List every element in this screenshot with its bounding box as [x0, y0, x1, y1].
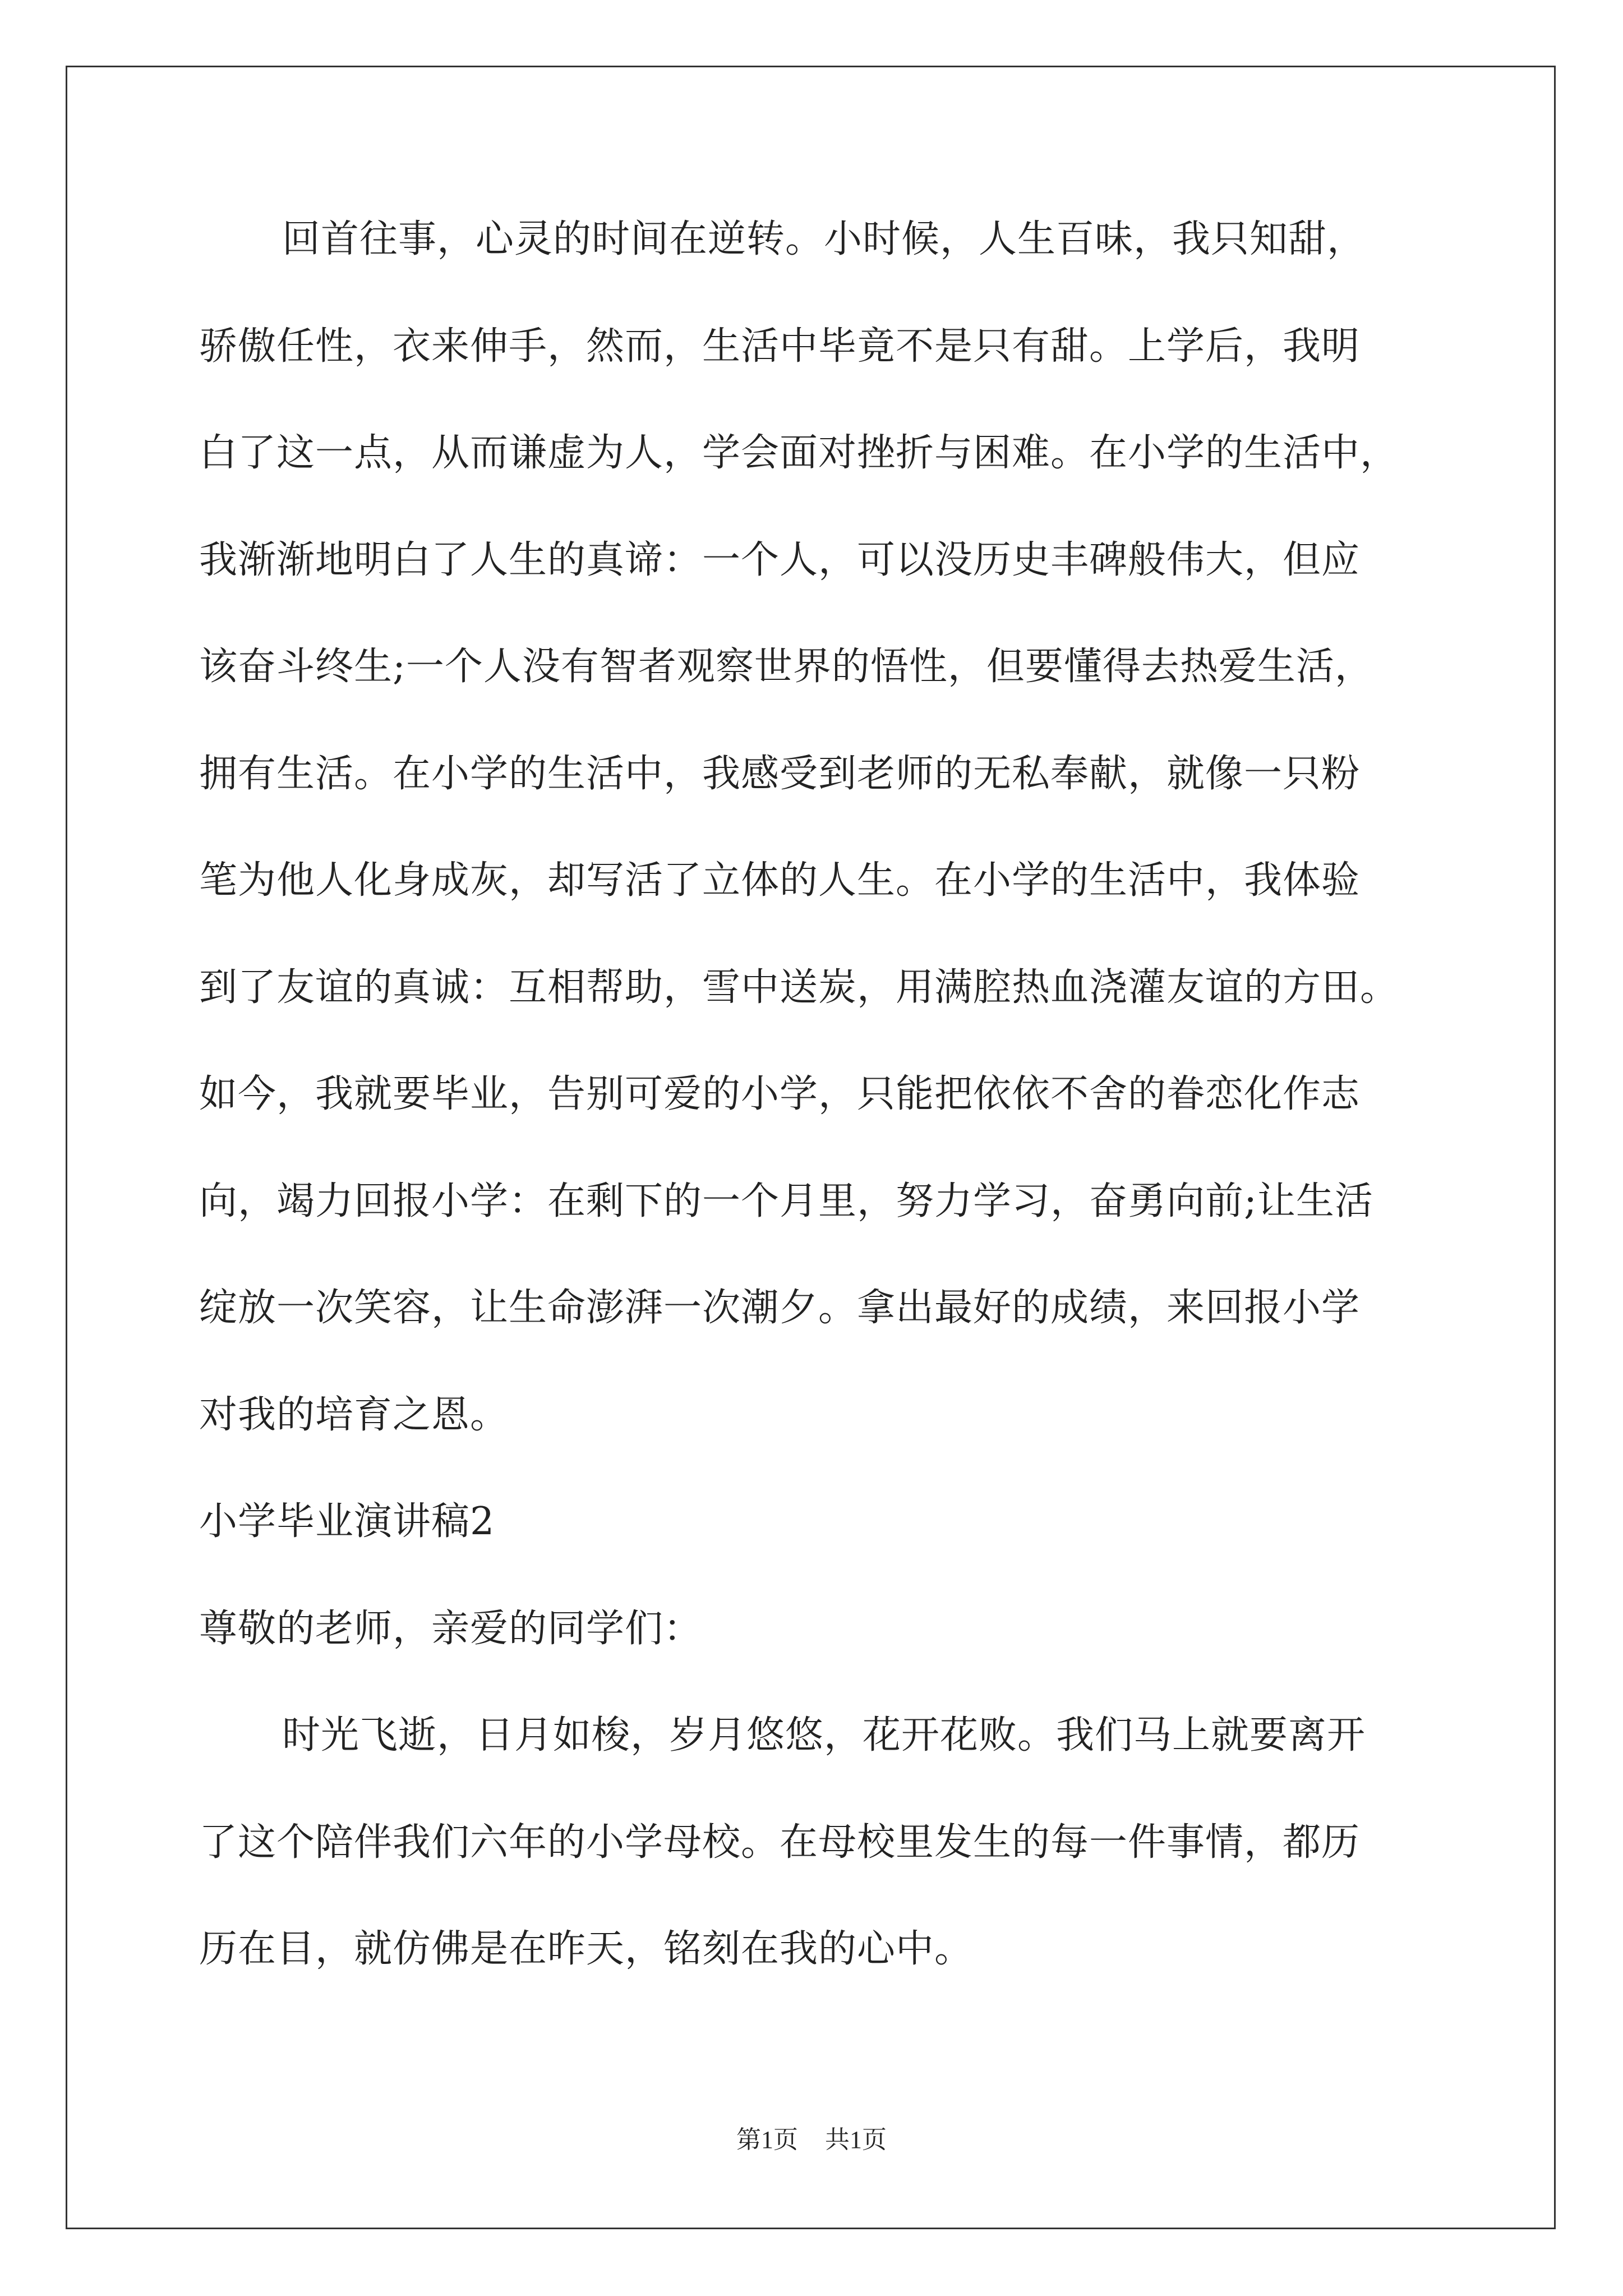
paragraph-line: 笔为他人化身成灰，却写活了立体的人生。在小学的生活中，我体验: [199, 858, 1361, 903]
page-footer: [0, 2123, 1623, 2157]
paragraph-line: 了这个陪伴我们六年的小学母校。在母校里发生的每一件事情，都历: [199, 1820, 1361, 1865]
paragraph-line: 到了友谊的真诚：互相帮助，雪中送炭，用满腔热血浇灌友谊的方田。: [199, 965, 1399, 1010]
paragraph-line: 对我的培育之恩。: [199, 1392, 509, 1437]
paragraph-line: 历在目，就仿佛是在昨天，铭刻在我的心中。: [199, 1927, 974, 1971]
paragraph-line: 时光飞逝，日月如梭，岁月悠悠，花开花败。我们马上就要离开: [282, 1713, 1366, 1757]
page-total: 共1页: [825, 2126, 887, 2154]
document-body: [199, 212, 1424, 2029]
section-title: 小学毕业演讲稿2: [199, 1499, 495, 1544]
paragraph-line: 回首往事，心灵的时间在逆转。小时候，人生百味，我只知甜，: [282, 217, 1366, 261]
paragraph-line: 如今，我就要毕业，告别可爱的小学，只能把依依不舍的眷恋化作志: [199, 1072, 1361, 1116]
paragraph-line: 绽放一次笑容，让生命澎湃一次潮夕。拿出最好的成绩，来回报小学: [199, 1286, 1361, 1330]
paragraph-line: 骄傲任性，衣来伸手，然而，生活中毕竟不是只有甜。上学后，我明: [199, 324, 1361, 369]
salutation: 尊敬的老师，亲爱的同学们：: [199, 1606, 703, 1651]
paragraph-line: 我渐渐地明白了人生的真谛：一个人，可以没历史丰碑般伟大，但应: [199, 537, 1361, 582]
paragraph-line: 白了这一点，从而谦虚为人，学会面对挫折与困难。在小学的生活中，: [199, 431, 1399, 475]
page-number: 第1页: [736, 2126, 798, 2154]
paragraph-line: 拥有生活。在小学的生活中，我感受到老师的无私奉献，就像一只粉: [199, 751, 1361, 796]
paragraph-line: 向，竭力回报小学：在剩下的一个月里，努力学习，奋勇向前;让生活: [199, 1179, 1373, 1223]
paragraph-line: 该奋斗终生;一个人没有智者观察世界的悟性，但要懂得去热爱生活，: [199, 645, 1373, 689]
